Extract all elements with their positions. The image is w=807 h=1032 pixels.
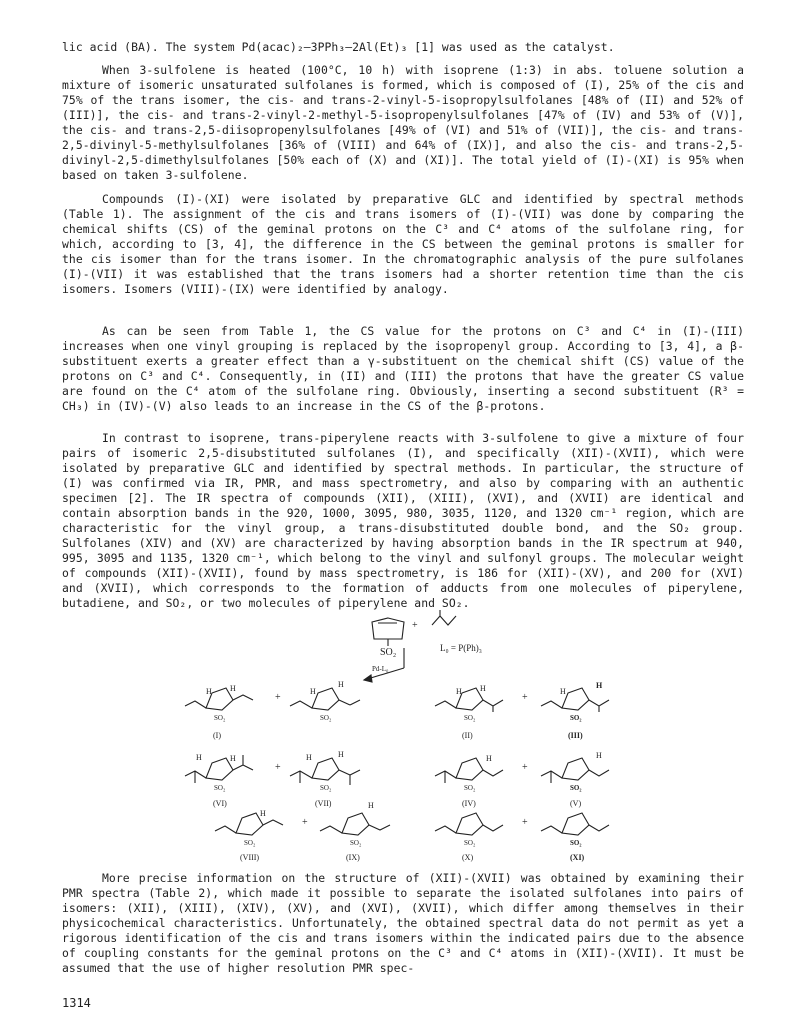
plus-sign: + [302,817,308,828]
ring-VIII [236,813,263,835]
ring-III [562,688,589,710]
compound-label-VI: (VI) [213,799,227,808]
h-label: H [480,684,486,693]
h-label: H [196,753,202,762]
so2-label: SO₂ [570,784,582,792]
paragraph-chemical-shift: As can be seen from Table 1, the CS value for the protons on C³ and C⁴ in (I)-(III) increases when one vinyl grouping is replaced by the isopropenyl group. According to [3, 4], a β-substituent exerts a greater effect than a γ-substituent on the chemical shift (CS) value of the protons on C³ and C⁴. Consequently, in (II) and (III) the protons that have the greater CS value are found on the C⁴ atom of the sulfolane ring. Obviously, inserting a second substituent (R³ = CH₃) in (IV)-(V) also leads to an increase in the CS of the β-protons. [62,324,744,413]
h-label: H [596,681,603,690]
so2-label: SO₂ [320,784,332,792]
plus-sign: + [522,762,528,773]
ring-IX [342,813,369,835]
plus-sign: + [275,762,281,773]
h-label: H [486,754,492,763]
compound-label-II: (II) [462,731,473,740]
h-label: H [310,687,316,696]
h-label: H [456,687,462,696]
h-label: H [206,687,212,696]
h-label: H [306,753,312,762]
h-label: H [368,801,374,810]
page-number: 1314 [62,996,91,1010]
ring-VII [312,758,339,780]
so2-label: SO₂ [464,784,476,792]
sulfolene-so2-label: SO₂ [380,647,397,658]
so2-label: SO₂ [464,839,476,847]
plus-sign: + [275,692,281,703]
h-label: H [230,684,236,693]
paragraph-isoprene-reaction: When 3-sulfolene is heated (100°C, 10 h) with isoprene (1:3) in abs. toluene solution a mixture of isomeric unsaturated sulfolanes is formed, which is composed of (I), 25% of the cis and 75% of the trans isomer, the cis- and trans-2-vinyl-5-isopropylsulfolanes [48% of (II) and 52% of (III)], the cis- and trans-2-vinyl-2-methyl-5-isopropenylsulfolanes [47% of (IV) and 53% of (V)], the cis- and trans-2,5-diisopropenylsulfolanes [49% of (VI) and 51% of (VII)], the cis- and trans-2,5-divinyl-5-methylsulfolanes [36% of (VIII) and 64% of (IX)], and also the cis- and trans-2,5-divinyl-2,5-dimethylsulfolanes [50% each of (X) and (XI)]. The total yield of (I)-(XI) is 95% when based on taken 3-sulfolene. [62,63,744,182]
reaction-scheme [150,608,650,863]
plus-sign: + [522,692,528,703]
ring-VI [206,758,233,780]
text-line-continuation: lic acid (BA). The system Pd(acac)₂—3PPh₃—2Al(Et)₃ [1] was used as the catalyst. [62,40,615,54]
so2-label: SO₂ [214,714,226,722]
compound-label-V: (V) [570,799,582,808]
h-label: H [560,687,566,696]
isoprene-structure [432,610,456,625]
so2-label: SO₂ [350,839,362,847]
ring-I-b [312,688,339,710]
so2-label: SO₂ [464,714,476,722]
sulfolene-ring [372,618,404,639]
h-label: H [596,751,602,760]
so2-label: SO₂ [244,839,256,847]
compound-label-VIII: (VIII) [240,853,260,862]
compound-label-IX: (IX) [346,853,360,862]
plus-sign-top: + [412,620,418,631]
compound-label-IV: (IV) [462,799,476,808]
ring-V [562,758,589,780]
h-label: H [230,754,236,763]
compound-label-III: (III) [568,731,583,740]
compound-label-I: (I) [213,731,221,740]
paragraph-pmr-spectra: More precise information on the structure of (XII)-(XVII) was obtained by examining their PMR spectra (Table 2), which made it possible to separate the isolated sulfolanes into pairs of isomers: (XII), (XIII), (XIV), (XV), and (XVI), (XVII), which differ among themselves in their physicochemical characteristics. Unfortunately, the obtained spectral data do not permit as yet a rigorous identification of the cis and trans isomers within the indicated pairs due to the absence of coupling constants for the geminal protons on the C³ and C⁴ atoms in (XII)-(XVII). It must be assumed that the use of higher resolution PMR spec- [62,871,744,975]
ring-X [456,813,483,835]
ring-XI [562,813,589,835]
so2-label: SO₂ [320,714,332,722]
catalyst-label: Pd-L₀ [372,665,389,673]
paragraph-piperylene-reaction: In contrast to isoprene, trans-piperylene reacts with 3-sulfolene to give a mixture of four pairs of isomeric 2,5-disubstituted sulfolanes (I), and specifically (XII)-(XVII), which were isolated by preparative GLC and identified by spectral methods. In particular, the structure of (I) was confirmed via IR, PMR, and mass spectrometry, and also by comparing with an authentic specimen [2]. The IR spectra of compounds (XII), (XIII), (XVI), and (XVII) are identical and contain absorption bands in the 920, 1000, 3095, 980, 3035, 1120, and 1320 cm⁻¹ region, which are characteristic for the vinyl group, a trans-disubstituted double bond, and the SO₂ group. Sulfolanes (XIV) and (XV) are characterized by having absorption bands in the IR spectrum at 940, 995, 3095 and 1135, 1320 cm⁻¹, which belong to the vinyl and sulfonyl groups. The molecular weight of compounds (XII)-(XVII), found by mass spectrometry, is 186 for (XII)-(XV), and 200 for (XVI) and (XVII), which corresponds to the formation of adducts from one molecules of piperylene, butadiene, and SO₂, or two molecules of piperylene and SO₂. [62,431,744,610]
so2-label: SO₂ [214,784,226,792]
so2-label: SO₂ [570,839,582,847]
compound-label-X: (X) [462,853,474,862]
compound-label-XI: (XI) [570,853,585,862]
plus-sign: + [522,817,528,828]
compound-label-VII: (VII) [315,799,332,808]
h-label: H [338,750,344,759]
h-label: H [338,680,344,689]
h-label: H [260,809,266,818]
ligand-label: L₀ = P(Ph)₃ [440,643,482,653]
paragraph-glc-identification: Compounds (I)-(XI) were isolated by preparative GLC and identified by spectral methods (Table 1). The assignment of the cis and trans isomers of (I)-(VII) was done by comparing the chemical shifts (CS) of the geminal protons on the C³ and C⁴ atoms of the sulfolane ring, for which, according to [3, 4], the difference in the CS between the geminal protons is smaller for the cis isomer than for the trans isomer. In the chromatographic analysis of the pure sulfolanes (I)-(VII) it was established that the trans isomers had a shorter retention time than the cis isomers. Isomers (VIII)-(IX) were identified by analogy. [62,192,744,296]
so2-label: SO₂ [570,714,582,722]
ring-IV [456,758,483,780]
